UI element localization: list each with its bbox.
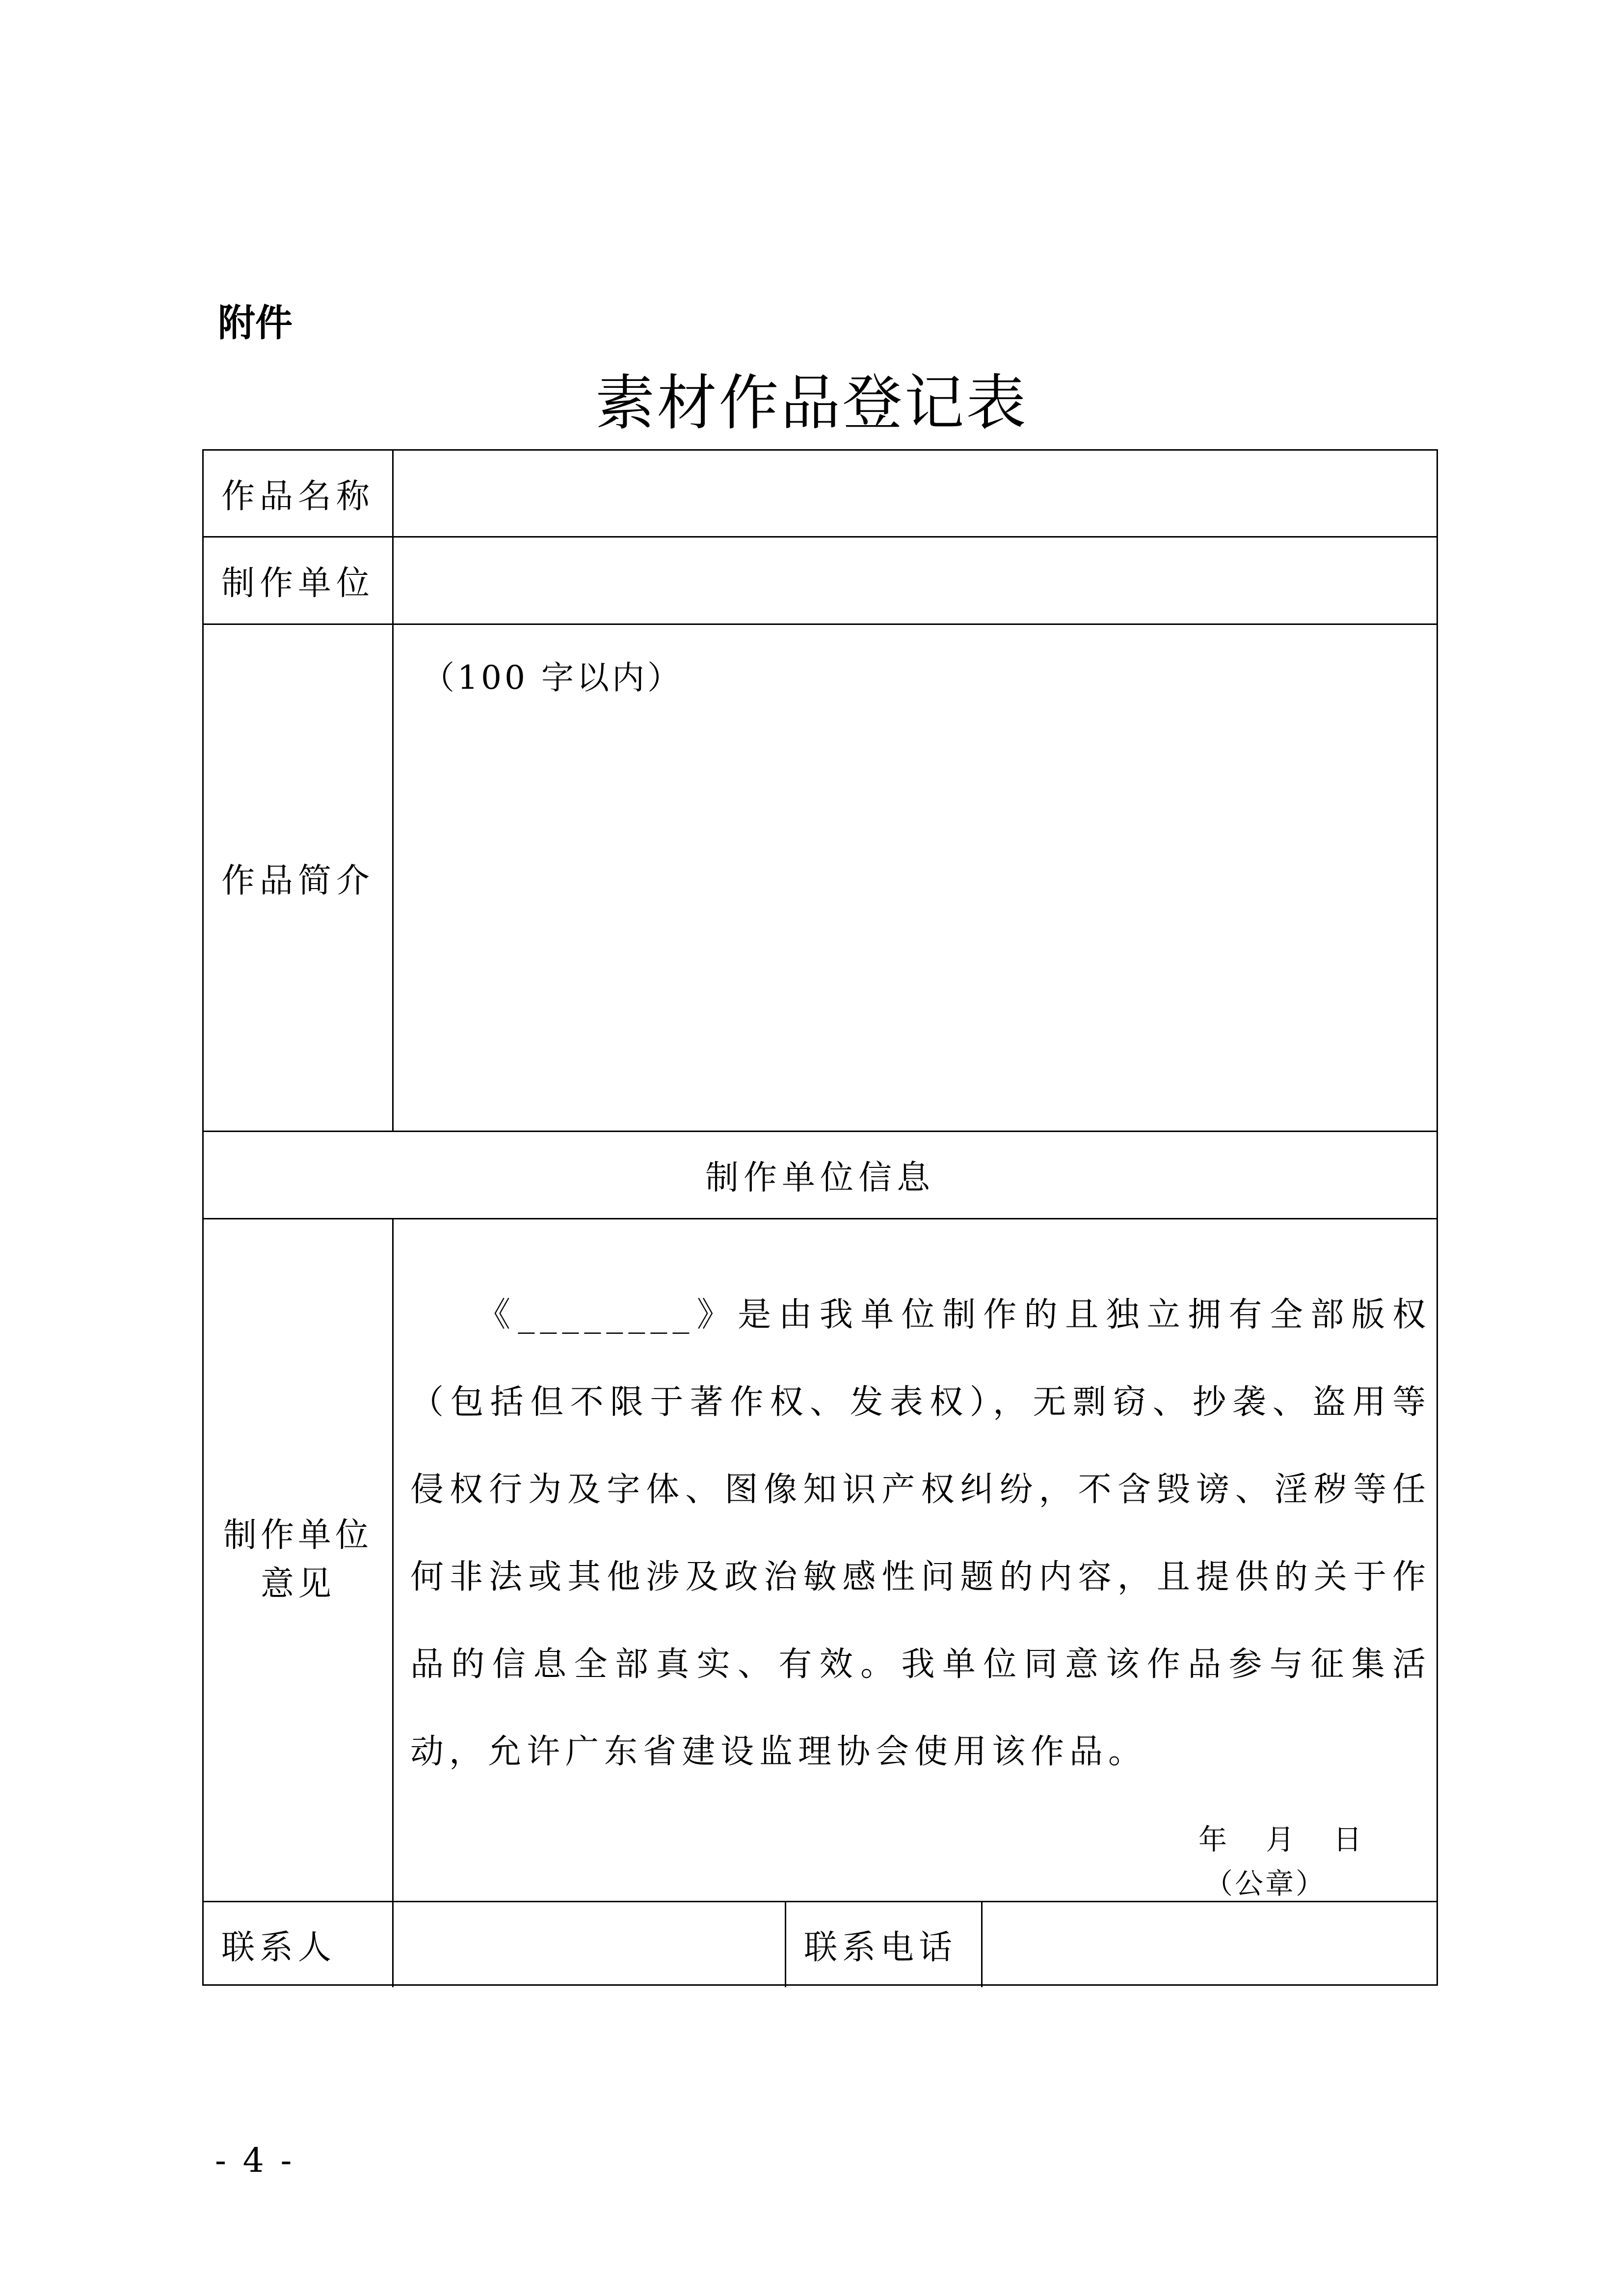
producer-label: 制作单位 [204,538,394,623]
phone-label: 联系电话 [786,1902,983,1987]
row-work-name [204,451,1437,538]
attachment-label: 附件 [218,301,293,345]
registration-form-table [202,449,1438,1986]
intro-field[interactable] [394,625,1437,1131]
phone-field[interactable] [983,1902,1437,1987]
intro-hint: （100 字以内） [422,659,683,697]
opinion-label [204,1219,394,1901]
row-producer [204,538,1437,625]
form-title: 素材作品登记表 [595,368,1028,438]
row-contact [204,1902,1437,1987]
contact-label: 联系人 [204,1902,394,1987]
row-section-header [204,1132,1437,1219]
producer-field[interactable] [394,538,1437,623]
opinion-label-line2: 意见 [260,1565,335,1603]
row-opinion [204,1219,1437,1902]
producer-info-heading: 制作单位信息 [705,1159,935,1197]
row-introduction [204,625,1437,1132]
page-number: - 4 - [215,2141,295,2180]
work-name-label: 作品名称 [204,451,394,536]
contact-field[interactable] [394,1902,786,1987]
opinion-field [394,1219,1437,1901]
opinion-statement: 《________》是由我单位制作的且独立拥有全部版权（包括但不限于著作权、发表权），无剽窃、抄袭、盗用等侵权行为及字体、图像知识产权纠纷，不含毁谤、淫秽等任何非法或其他涉及政治敏感性问题的内容，且提供的关于作品的信息全部真实、有效。我单位同意该作品参与征集活动，允许广东省建设监理协会使用该作品。 [410,1296,1431,1771]
date-line: 年 月 日 [1198,1823,1365,1856]
work-name-field[interactable] [394,451,1437,536]
seal-line: （公章） [1204,1867,1327,1900]
intro-label: 作品简介 [204,625,394,1131]
opinion-label-line1: 制作单位 [223,1516,372,1555]
